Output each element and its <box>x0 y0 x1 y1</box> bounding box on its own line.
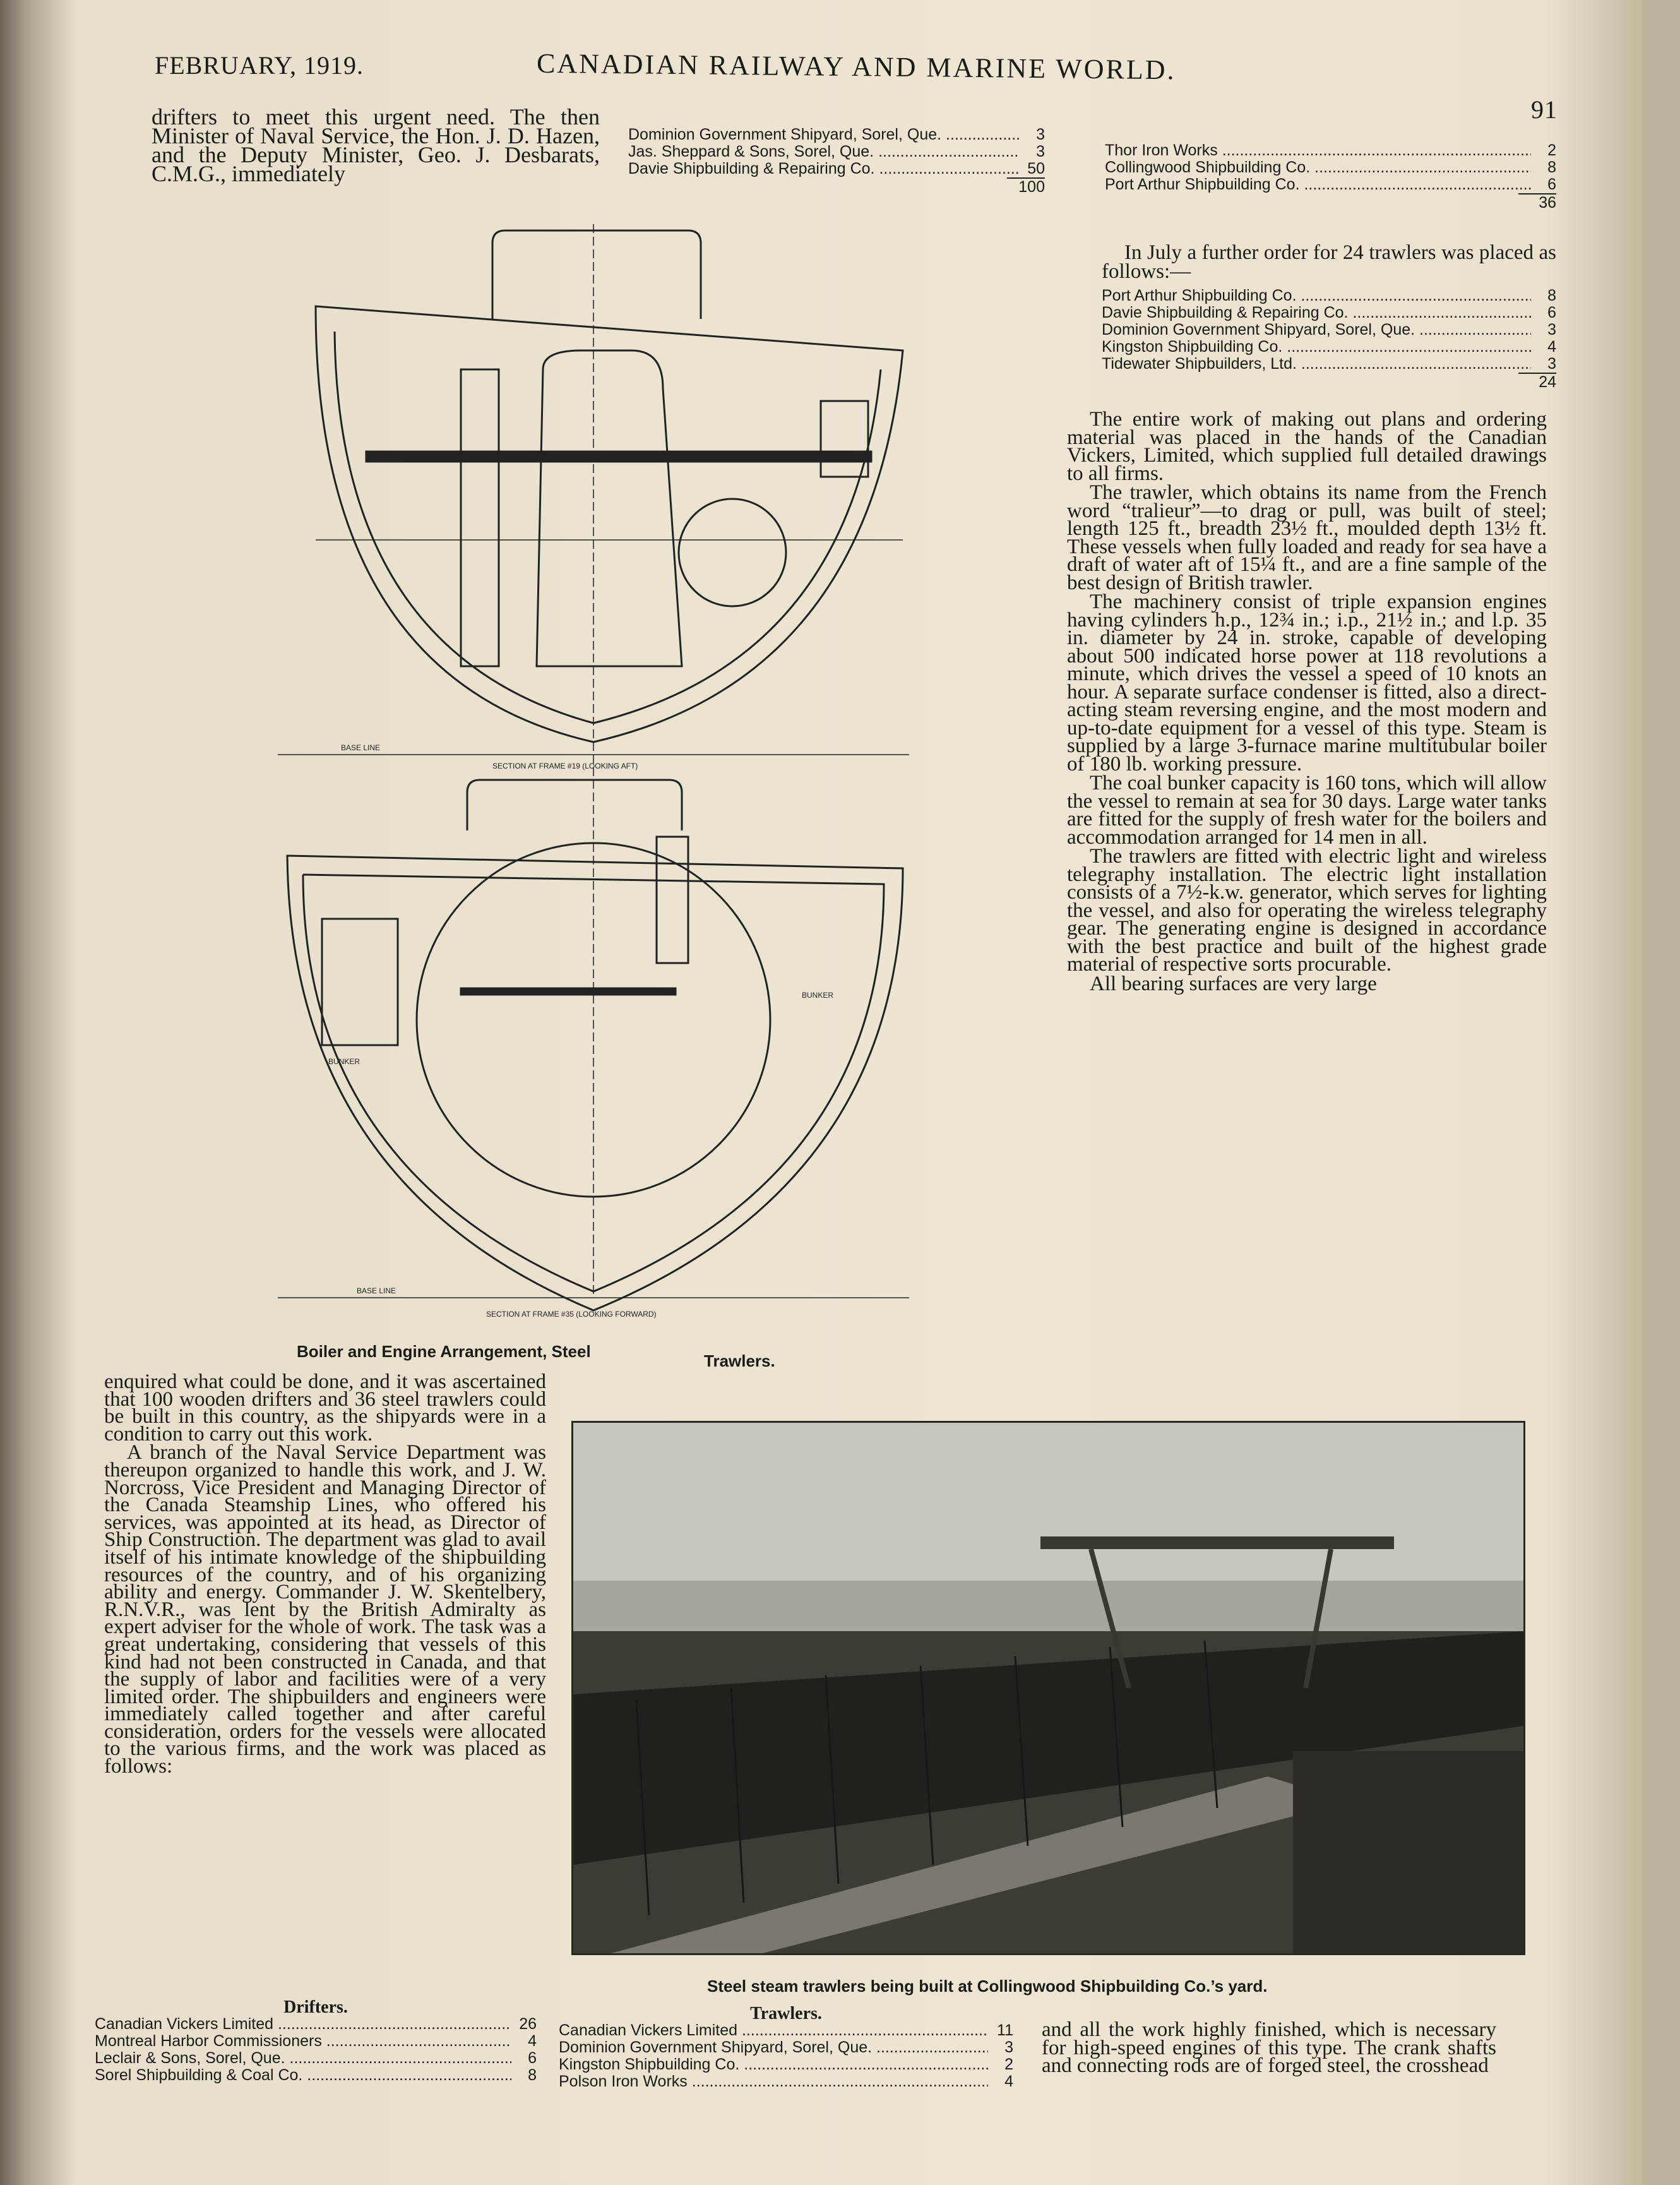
table-row: Kingston Shipbuilding Co. ..... 2 <box>559 2056 1013 2073</box>
casing-lower <box>467 780 682 830</box>
table-row: Thor Iron Works ..... 2 <box>1105 142 1556 159</box>
paragraph: The entire work of making out plans and ordering material was placed in the hands of the Canadian Vickers, Limited, which supplied full detailed drawings to all firms. <box>1067 408 1547 485</box>
drawing-label: SECTION AT FRAME #19 (LOOKING AFT) <box>492 762 638 770</box>
header-title: CANADIAN RAILWAY AND MARINE WORLD. <box>536 47 1176 86</box>
table-row: Collingwood Shipbuilding Co. ..... 8 <box>1105 159 1556 176</box>
table-row: Dominion Government Shipyard, Sorel, Que. ..... 3 <box>559 2039 1013 2056</box>
table-row: Kingston Shipbuilding Co. ..... 4 <box>1102 338 1556 356</box>
paragraph: enquired what could be done, and it was ascertained that 100 wooden drifters and 36 steel trawlers could be built in this country, as the shipyards were in a condition to carry out this work. <box>104 1370 546 1446</box>
top-right-table <box>1105 142 1556 212</box>
bottom-right-text: and all the work highly finished, which is necessary for high-speed engines of this type. The crank shafts and connecting rods are of forged steel, the crosshead <box>1042 2018 1496 2077</box>
hull-inner-line <box>335 332 881 723</box>
july-table <box>1102 287 1556 391</box>
hull-section-forward <box>287 856 903 1310</box>
boiler-uptake <box>537 350 682 666</box>
right-column-text <box>1067 410 1547 994</box>
drawing-label: SECTION AT FRAME #35 (LOOKING FORWARD) <box>486 1310 657 1319</box>
drawing-caption-right: Trawlers. <box>704 1351 775 1370</box>
table-row: Canadian Vickers Limited ..... 11 <box>559 2022 1013 2039</box>
table-row: Leclair & Sons, Sorel, Que. ..... 6 <box>95 2050 537 2067</box>
tank-box <box>821 401 868 477</box>
table-total: 24 <box>1539 373 1556 391</box>
shipyard-photo <box>571 1421 1525 1955</box>
trawlers-table <box>559 2005 1013 2090</box>
platform <box>461 988 676 995</box>
paragraph: All bearing surfaces are very large <box>1090 972 1377 995</box>
table-row: Port Arthur Shipbuilding Co. ..... 8 <box>1102 287 1556 304</box>
table-row: Montreal Harbor Commissioners ..... 4 <box>95 2033 537 2050</box>
drawing-label: BASE LINE <box>357 1286 396 1295</box>
table-heading: Trawlers. <box>750 2004 822 2023</box>
table-row: Canadian Vickers Limited ..... 26 <box>95 2016 537 2033</box>
left-top-paragraph: drifters to meet this urgent need. The then Minister of Naval Service, the Hon. J. D. Hazen, and the Deputy Minister, Geo. J. Desbarats, C.M.G., immediately <box>152 104 600 186</box>
left-column-text <box>104 1370 546 1778</box>
table-row: Davie Shipbuilding & Repairing Co. ..... 50 <box>628 160 1045 177</box>
july-intro: In July a further order for 24 trawlers was placed as follows:— <box>1102 241 1556 283</box>
hull-section-aft <box>316 306 903 742</box>
drifters-table <box>95 1999 537 2084</box>
boiler-engine-drawing <box>278 224 947 1342</box>
photo-illustration <box>573 1423 1523 1953</box>
table-total: 100 <box>1018 178 1045 196</box>
casing-top <box>492 230 701 319</box>
header-date: FEBRUARY, 1919. <box>155 51 364 80</box>
table-row: Port Arthur Shipbuilding Co. ..... 6 <box>1105 176 1556 193</box>
paragraph: The coal bunker capacity is 160 tons, which will allow the vessel to remain at sea for 30 days. Large water tanks are fitted for the supply of fresh water for the boilers and accommodation arranged for 14 men in all. <box>1067 772 1547 849</box>
table-row: Sorel Shipbuilding & Coal Co. ..... 8 <box>95 2067 537 2084</box>
photo-caption: Steel steam trawlers being built at Collingwood Shipbuilding Co.’s yard. <box>707 1977 1268 1996</box>
table-row: Dominion Government Shipyard, Sorel, Que. ..... 3 <box>628 126 1045 143</box>
drawing-label: BUNKER <box>802 991 834 1000</box>
paragraph: The trawlers are fitted with electric light and wireless telegraphy installation. The electric light installation consists of a 7½-k.w. generator, which serves for lighting the vessel, and also for operating the wireless telegraphy gear. The generating engine is designed in accordance with the best practice and built of the highest grade material of respective sorts procurable. <box>1067 845 1547 976</box>
top-middle-table <box>628 126 1045 196</box>
table-heading: Drifters. <box>283 1997 348 2017</box>
table-row: Davie Shipbuilding & Repairing Co. ..... 6 <box>1102 304 1556 321</box>
page-edge <box>1642 0 1680 2185</box>
deck-beam <box>366 452 871 462</box>
drawing-label: BASE LINE <box>341 743 381 752</box>
table-row: Dominion Government Shipyard, Sorel, Que. ..... 3 <box>1102 321 1556 338</box>
table-row: Jas. Sheppard & Sons, Sorel, Que. ..... 3 <box>628 143 1045 160</box>
drawing-label: BUNKER <box>328 1057 360 1066</box>
drawing-label: CASING <box>663 451 693 460</box>
table-row: Tidewater Shipbuilders, Ltd. ..... 3 <box>1102 356 1556 373</box>
tank-box <box>322 919 398 1045</box>
paragraph: The machinery consist of triple expansion engines having cylinders h.p., 12¾ in.; i.p., 21½ in.; and l.p. 35 in. diameter by 24 in. stroke, capable of developing about 500 indicated horse power at 118 revolutions a minute, which drives the vessel a speed of 10 knots an hour. A separate surface condenser is fitted, also a direct-acting steam reversing engine, and the most modern and up-to-date equipment for a vessel of this type. Steam is supplied by a large 3-furnace marine multitubular boiler of 180 lb. working pressure. <box>1067 590 1547 775</box>
table-row: Polson Iron Works ..... 4 <box>559 2073 1013 2090</box>
page-number: 91 <box>1531 95 1558 124</box>
paragraph: A branch of the Naval Service Department was thereupon organized to handle this work, and J. W. Norcross, Vice President and Managing Director of the Canada Steamship Lines, who offered his services, was appointed at its head, as Director of Ship Construction. The department was glad to avail itself of his intimate knowledge of the shipbuilding resources of the country, and of his organizing ability and energy. Commander J. W. Skentelbery, R.N.V.R., was lent by the British Admiralty as expert adviser for the whole of work. The task was a great undertaking, considering that vessels of this kind had not been constructed in Canada, and that the supply of labor and facilities were of a very limited order. The shipbuilders and engineers were immediately called together and after careful consideration, orders for the vessels were allocated to the various firms, and the work was placed as follows: <box>104 1441 546 1778</box>
drawing-caption-left: Boiler and Engine Arrangement, Steel <box>297 1342 591 1361</box>
engine-cylinder <box>679 499 786 606</box>
table-total: 36 <box>1539 194 1556 212</box>
ladder <box>461 369 499 666</box>
paragraph: The trawler, which obtains its name from the French word “tralieur”—to drag or pull, was built of steel; length 125 ft., breadth 23½ ft., moulded depth 13½ ft. These vessels when fully loaded and ready for sea have a draft of water aft of 15¼ ft., and are a fine sample of the best design of British trawler. <box>1067 481 1547 594</box>
